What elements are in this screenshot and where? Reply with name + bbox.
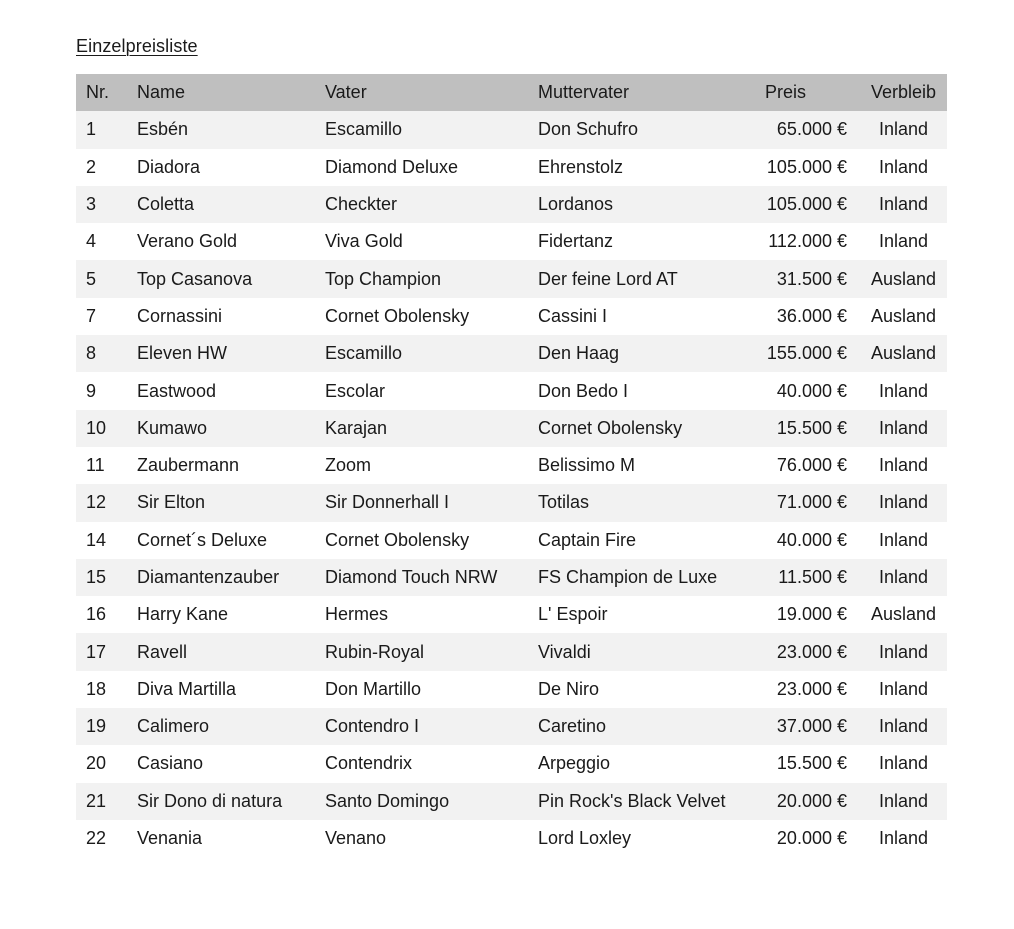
cell-verbleib: Inland — [860, 223, 947, 260]
cell-preis: 40.000 € — [751, 522, 860, 559]
table-row — [76, 522, 947, 559]
cell-muttervater: De Niro — [538, 671, 751, 708]
cell-muttervater: L' Espoir — [538, 596, 751, 633]
table-row — [76, 708, 947, 745]
cell-nr: 14 — [76, 522, 137, 559]
cell-vater: Cornet Obolensky — [325, 522, 538, 559]
table-row — [76, 484, 947, 521]
cell-preis: 37.000 € — [751, 708, 860, 745]
cell-muttervater: Belissimo M — [538, 447, 751, 484]
cell-verbleib: Inland — [860, 410, 947, 447]
cell-name: Eleven HW — [137, 335, 325, 372]
cell-muttervater: Der feine Lord AT — [538, 260, 751, 297]
cell-preis: 15.500 € — [751, 410, 860, 447]
cell-vater: Venano — [325, 820, 538, 857]
cell-verbleib: Inland — [860, 186, 947, 223]
cell-verbleib: Inland — [860, 111, 947, 148]
cell-verbleib: Inland — [860, 745, 947, 782]
cell-nr: 8 — [76, 335, 137, 372]
cell-muttervater: Fidertanz — [538, 223, 751, 260]
column-header-verbleib: Verbleib — [860, 74, 947, 111]
cell-verbleib: Inland — [860, 522, 947, 559]
cell-muttervater: Cornet Obolensky — [538, 410, 751, 447]
cell-muttervater: Totilas — [538, 484, 751, 521]
cell-vater: Zoom — [325, 447, 538, 484]
cell-nr: 3 — [76, 186, 137, 223]
cell-preis: 15.500 € — [751, 745, 860, 782]
cell-muttervater: Den Haag — [538, 335, 751, 372]
cell-preis: 155.000 € — [751, 335, 860, 372]
cell-vater: Cornet Obolensky — [325, 298, 538, 335]
cell-vater: Diamond Touch NRW — [325, 559, 538, 596]
table-row — [76, 260, 947, 297]
cell-preis: 23.000 € — [751, 633, 860, 670]
cell-preis: 36.000 € — [751, 298, 860, 335]
cell-preis: 76.000 € — [751, 447, 860, 484]
cell-name: Eastwood — [137, 372, 325, 409]
cell-vater: Karajan — [325, 410, 538, 447]
cell-nr: 21 — [76, 783, 137, 820]
cell-verbleib: Inland — [860, 447, 947, 484]
cell-verbleib: Inland — [860, 149, 947, 186]
cell-preis: 65.000 € — [751, 111, 860, 148]
cell-muttervater: Cassini I — [538, 298, 751, 335]
cell-vater: Contendrix — [325, 745, 538, 782]
cell-name: Ravell — [137, 633, 325, 670]
table-row — [76, 447, 947, 484]
cell-vater: Contendro I — [325, 708, 538, 745]
cell-nr: 9 — [76, 372, 137, 409]
table-header-row — [76, 74, 947, 111]
cell-muttervater: Captain Fire — [538, 522, 751, 559]
cell-name: Diamantenzauber — [137, 559, 325, 596]
cell-vater: Escamillo — [325, 335, 538, 372]
cell-name: Coletta — [137, 186, 325, 223]
cell-verbleib: Inland — [860, 633, 947, 670]
column-header-muttervater: Muttervater — [538, 74, 751, 111]
cell-vater: Escamillo — [325, 111, 538, 148]
table-row — [76, 559, 947, 596]
cell-name: Esbén — [137, 111, 325, 148]
table-row — [76, 596, 947, 633]
cell-verbleib: Ausland — [860, 260, 947, 297]
cell-vater: Don Martillo — [325, 671, 538, 708]
cell-preis: 105.000 € — [751, 149, 860, 186]
cell-name: Kumawo — [137, 410, 325, 447]
cell-preis: 31.500 € — [751, 260, 860, 297]
cell-preis: 23.000 € — [751, 671, 860, 708]
price-table — [76, 74, 947, 857]
cell-muttervater: Don Schufro — [538, 111, 751, 148]
table-row — [76, 410, 947, 447]
cell-nr: 19 — [76, 708, 137, 745]
column-header-name: Name — [137, 74, 325, 111]
table-row — [76, 298, 947, 335]
cell-nr: 16 — [76, 596, 137, 633]
cell-name: Diva Martilla — [137, 671, 325, 708]
cell-muttervater: Ehrenstolz — [538, 149, 751, 186]
cell-preis: 71.000 € — [751, 484, 860, 521]
cell-preis: 20.000 € — [751, 783, 860, 820]
table-body — [76, 111, 947, 857]
cell-verbleib: Inland — [860, 484, 947, 521]
cell-name: Top Casanova — [137, 260, 325, 297]
cell-verbleib: Inland — [860, 820, 947, 857]
cell-muttervater: Lordanos — [538, 186, 751, 223]
table-row — [76, 633, 947, 670]
cell-vater: Escolar — [325, 372, 538, 409]
cell-nr: 11 — [76, 447, 137, 484]
table-row — [76, 820, 947, 857]
cell-verbleib: Ausland — [860, 298, 947, 335]
table-row — [76, 335, 947, 372]
cell-muttervater: Don Bedo I — [538, 372, 751, 409]
cell-verbleib: Inland — [860, 708, 947, 745]
table-row — [76, 149, 947, 186]
cell-preis: 11.500 € — [751, 559, 860, 596]
cell-nr: 1 — [76, 111, 137, 148]
cell-preis: 105.000 € — [751, 186, 860, 223]
cell-name: Venania — [137, 820, 325, 857]
cell-verbleib: Inland — [860, 783, 947, 820]
cell-nr: 10 — [76, 410, 137, 447]
cell-name: Sir Dono di natura — [137, 783, 325, 820]
column-header-preis: Preis — [751, 74, 860, 111]
cell-nr: 12 — [76, 484, 137, 521]
cell-name: Sir Elton — [137, 484, 325, 521]
cell-muttervater: Vivaldi — [538, 633, 751, 670]
cell-nr: 18 — [76, 671, 137, 708]
cell-nr: 7 — [76, 298, 137, 335]
cell-muttervater: Pin Rock's Black Velvet — [538, 783, 751, 820]
cell-nr: 17 — [76, 633, 137, 670]
cell-nr: 22 — [76, 820, 137, 857]
cell-verbleib: Inland — [860, 372, 947, 409]
cell-vater: Santo Domingo — [325, 783, 538, 820]
cell-verbleib: Inland — [860, 559, 947, 596]
cell-name: Harry Kane — [137, 596, 325, 633]
cell-name: Calimero — [137, 708, 325, 745]
cell-name: Zaubermann — [137, 447, 325, 484]
cell-vater: Top Champion — [325, 260, 538, 297]
cell-name: Cornet´s Deluxe — [137, 522, 325, 559]
cell-nr: 15 — [76, 559, 137, 596]
cell-verbleib: Ausland — [860, 596, 947, 633]
table-row — [76, 372, 947, 409]
cell-muttervater: FS Champion de Luxe — [538, 559, 751, 596]
table-row — [76, 671, 947, 708]
table-row — [76, 783, 947, 820]
cell-preis: 40.000 € — [751, 372, 860, 409]
table-row — [76, 223, 947, 260]
cell-vater: Hermes — [325, 596, 538, 633]
cell-name: Cornassini — [137, 298, 325, 335]
table-row — [76, 111, 947, 148]
column-header-vater: Vater — [325, 74, 538, 111]
cell-vater: Checkter — [325, 186, 538, 223]
cell-vater: Diamond Deluxe — [325, 149, 538, 186]
cell-muttervater: Caretino — [538, 708, 751, 745]
cell-name: Casiano — [137, 745, 325, 782]
cell-nr: 20 — [76, 745, 137, 782]
cell-verbleib: Inland — [860, 671, 947, 708]
cell-nr: 5 — [76, 260, 137, 297]
cell-vater: Viva Gold — [325, 223, 538, 260]
column-header-nr: Nr. — [76, 74, 137, 111]
cell-verbleib: Ausland — [860, 335, 947, 372]
cell-name: Verano Gold — [137, 223, 325, 260]
cell-muttervater: Arpeggio — [538, 745, 751, 782]
cell-nr: 4 — [76, 223, 137, 260]
cell-preis: 20.000 € — [751, 820, 860, 857]
cell-muttervater: Lord Loxley — [538, 820, 751, 857]
cell-preis: 112.000 € — [751, 223, 860, 260]
cell-preis: 19.000 € — [751, 596, 860, 633]
table-row — [76, 745, 947, 782]
cell-vater: Sir Donnerhall I — [325, 484, 538, 521]
cell-name: Diadora — [137, 149, 325, 186]
page-title: Einzelpreisliste — [76, 36, 198, 56]
cell-nr: 2 — [76, 149, 137, 186]
cell-vater: Rubin-Royal — [325, 633, 538, 670]
table-row — [76, 186, 947, 223]
